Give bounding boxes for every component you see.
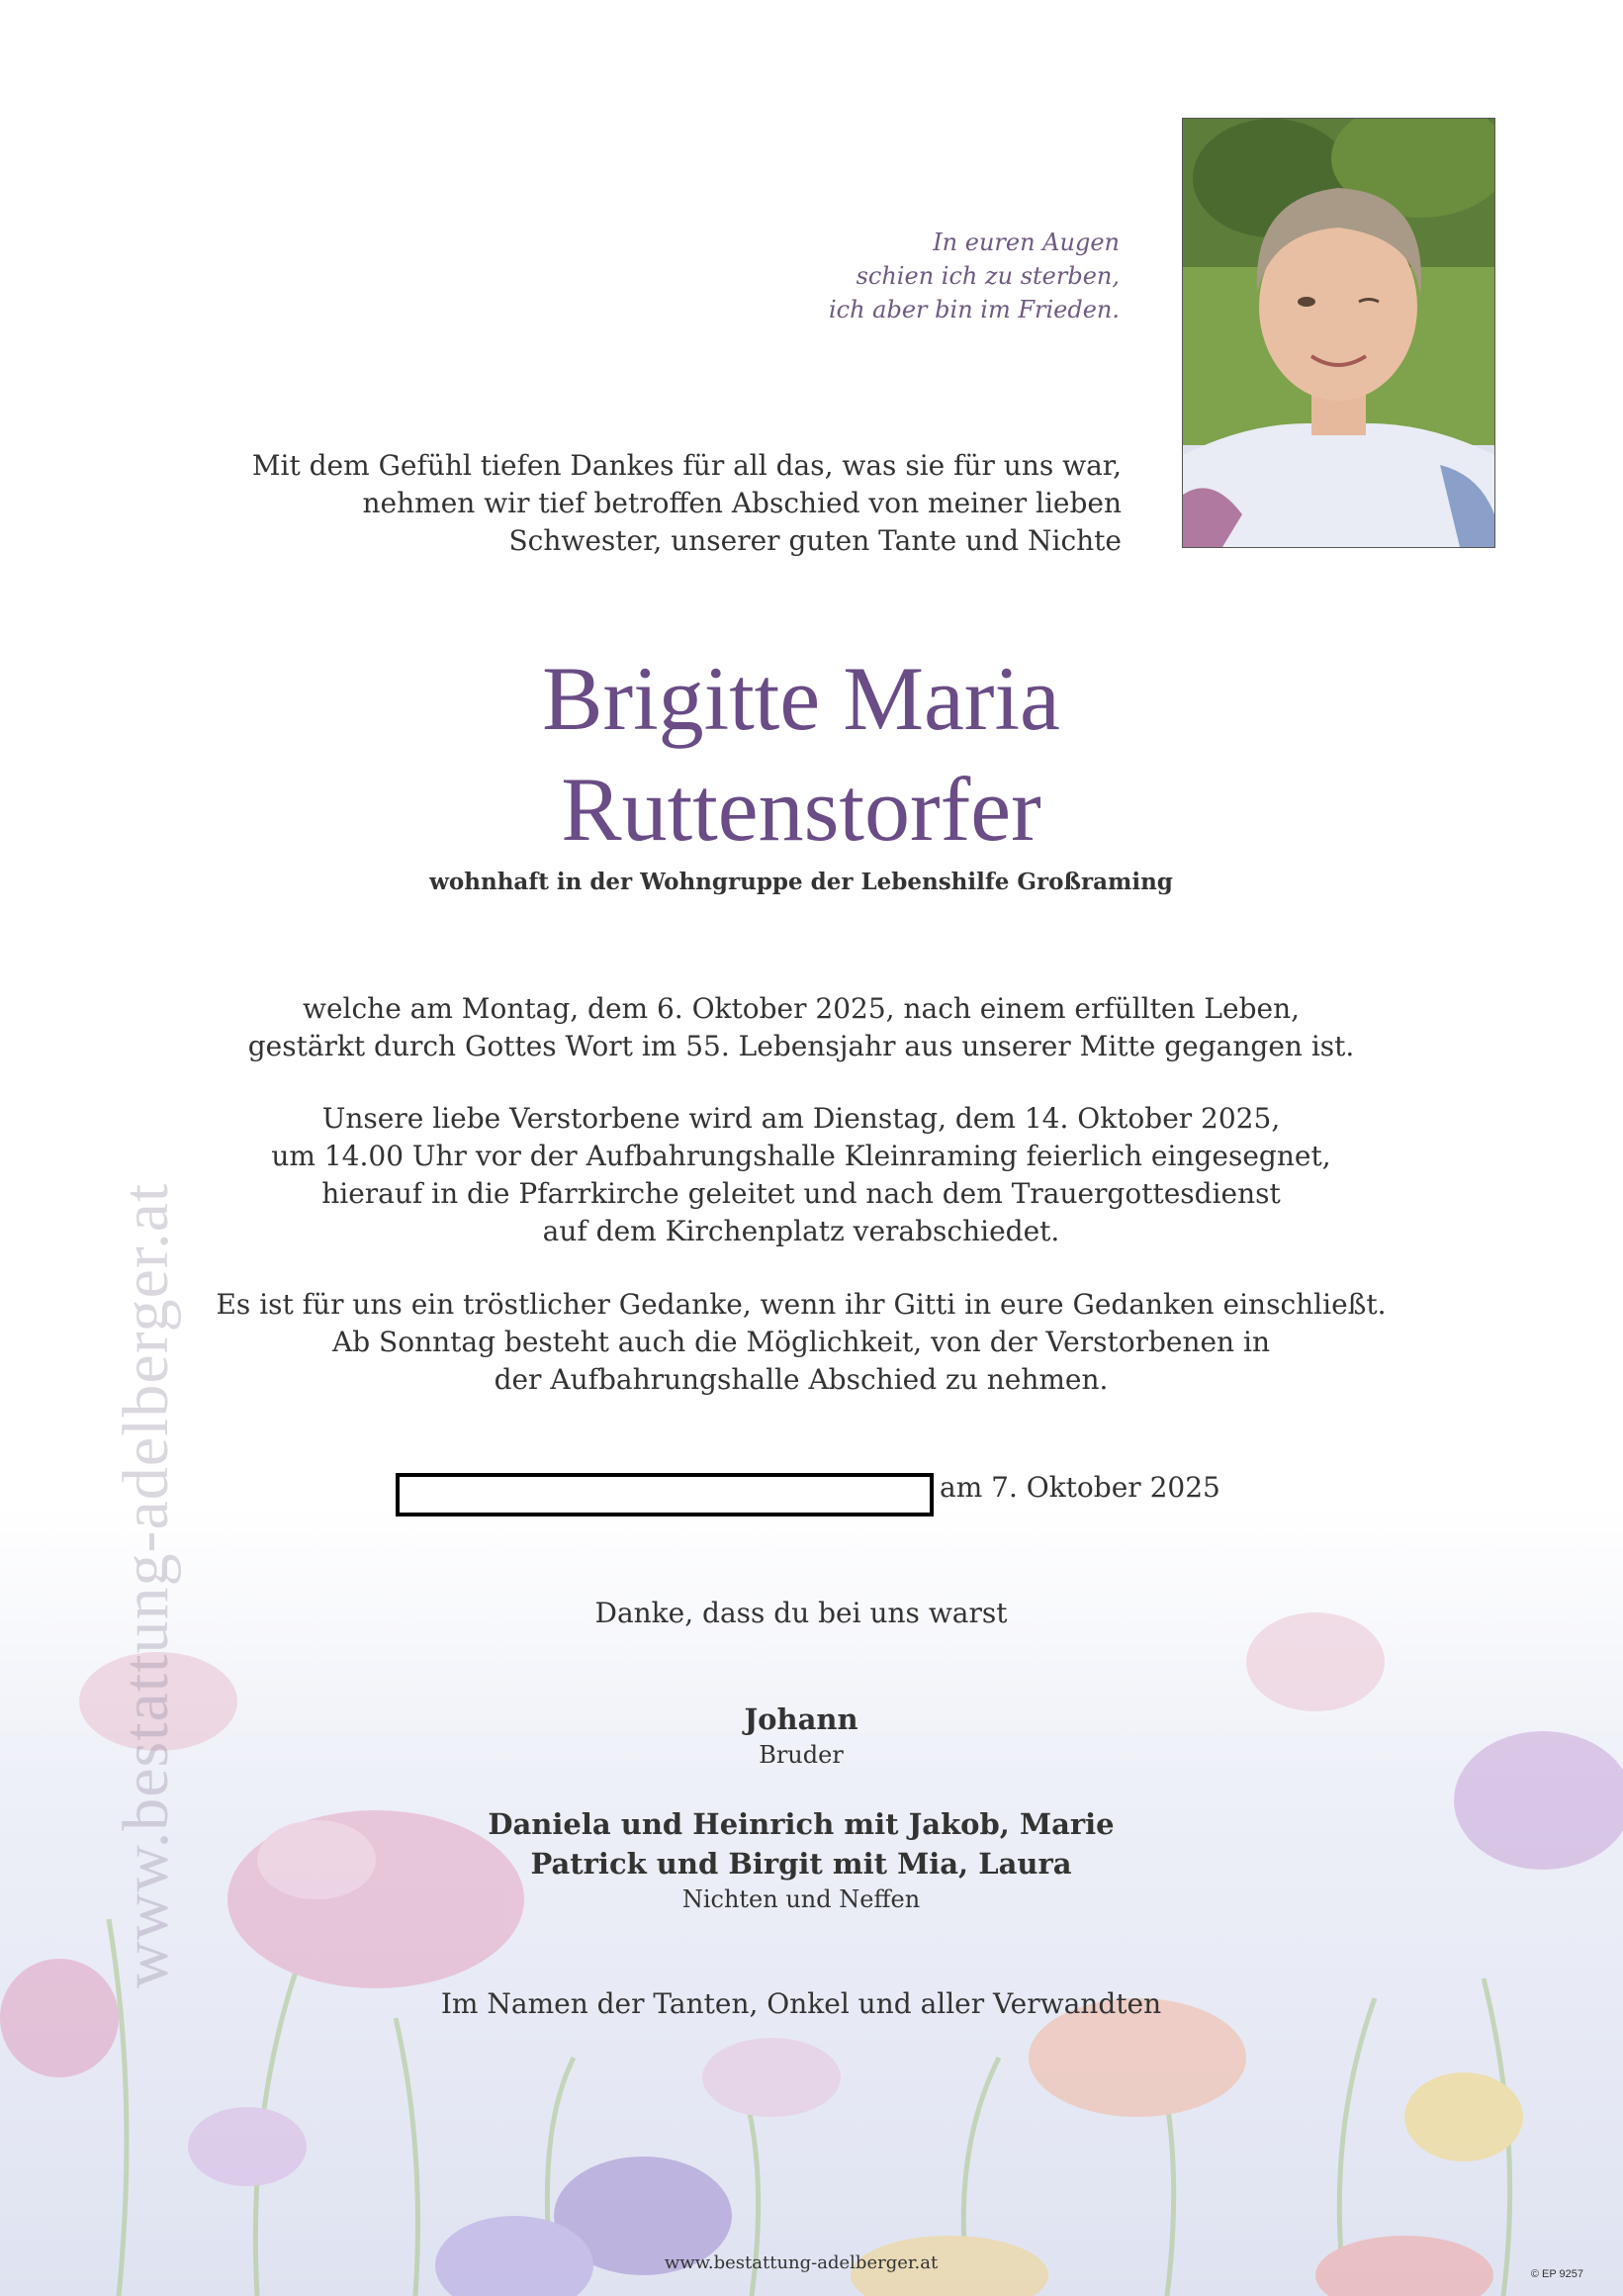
paragraph-line: der Aufbahrungshalle Abschied zu nehmen. — [494, 1363, 1109, 1396]
funeral-paragraph — [0, 1100, 1602, 1250]
relatives-line: Daniela und Heinrich mit Jakob, Marie — [488, 1807, 1115, 1841]
intro-line: Schwester, unserer guten Tante und Nichte — [508, 524, 1122, 557]
portrait-illustration — [1183, 119, 1494, 547]
footer-url: www.bestattung-adelberger.at — [664, 2252, 939, 2273]
portrait-photo — [1182, 118, 1495, 548]
quote-line: schien ich zu sterben, — [856, 262, 1120, 290]
quote — [829, 226, 1120, 326]
paragraph-line: hierauf in die Pfarrkirche geleitet und nach dem Trauergottesdienst — [321, 1177, 1281, 1210]
intro-line: nehmen wir tief betroffen Abschied von meiner lieben — [362, 487, 1122, 519]
deceased-name — [0, 643, 1602, 865]
intro-text — [252, 447, 1122, 560]
paragraph-line: gestärkt durch Gottes Wort im 55. Lebensjahr aus unserer Mitte gegangen ist. — [247, 1030, 1355, 1062]
paragraph-line: Es ist für uns ein tröstlicher Gedanke, wenn ihr Gitti in eure Gedanken einschließt. — [216, 1288, 1387, 1321]
brother-name: Johann — [744, 1702, 858, 1736]
intro-line: Mit dem Gefühl tiefen Dankes für all das, was sie für uns war, — [251, 449, 1122, 482]
document-code: © EP 9257 — [1530, 2268, 1583, 2280]
deceased-first-names: Brigitte Maria — [542, 648, 1060, 749]
closing-line: Im Namen der Tanten, Onkel und aller Verwandten — [440, 1987, 1162, 2020]
quote-line: ich aber bin im Frieden. — [828, 296, 1120, 323]
relatives-line: Patrick und Birgit mit Mia, Laura — [530, 1847, 1072, 1881]
relatives-block — [0, 1804, 1602, 1915]
death-paragraph — [0, 990, 1602, 1065]
brother-block — [0, 1699, 1602, 1771]
watermark: www.bestattung-adelberger.at — [110, 1182, 182, 1988]
brother-role: Bruder — [759, 1741, 844, 1769]
quote-line: In euren Augen — [933, 229, 1120, 256]
redacted-box — [396, 1473, 934, 1516]
thanks-line: Danke, dass du bei uns warst — [594, 1597, 1008, 1629]
paragraph-line: welche am Montag, dem 6. Oktober 2025, nach einem erfüllten Leben, — [302, 992, 1300, 1025]
deceased-surname: Ruttenstorfer — [561, 759, 1041, 860]
paragraph-line: Unsere liebe Verstorbene wird am Dienstag, dem 14. Oktober 2025, — [321, 1102, 1281, 1135]
paragraph-line: um 14.00 Uhr vor der Aufbahrungshalle Kleinraming feierlich eingesegnet, — [271, 1140, 1331, 1172]
comfort-paragraph — [0, 1286, 1602, 1399]
paragraph-line: auf dem Kirchenplatz verabschiedet. — [542, 1215, 1060, 1247]
relatives-role: Nichten und Neffen — [681, 1885, 921, 1913]
residence: wohnhaft in der Wohngruppe der Lebenshilfe Großraming — [429, 869, 1173, 895]
date-line: am 7. Oktober 2025 — [940, 1471, 1220, 1504]
paragraph-line: Ab Sonntag besteht auch die Möglichkeit, von der Verstorbenen in — [332, 1326, 1270, 1358]
